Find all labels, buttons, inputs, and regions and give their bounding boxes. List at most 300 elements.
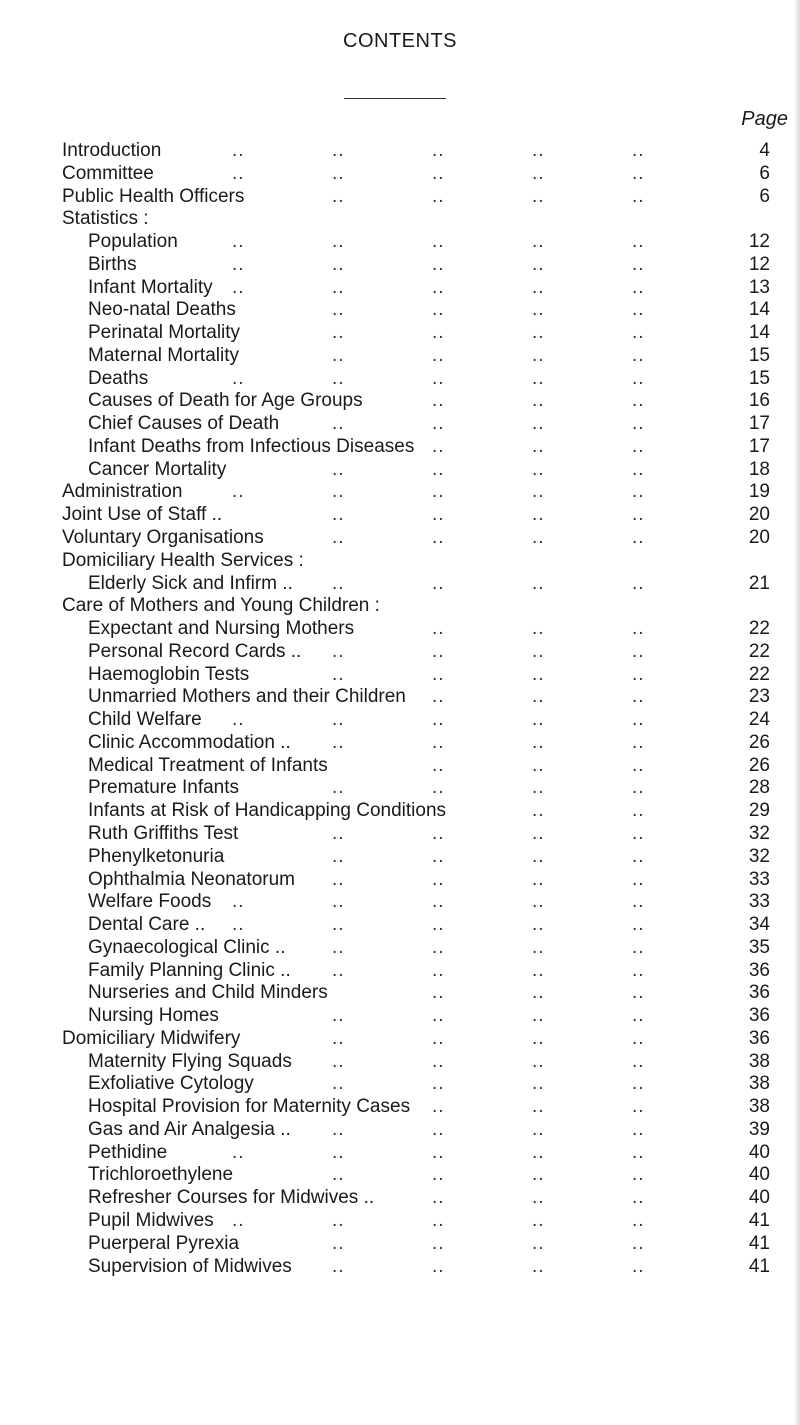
contents-list bbox=[0, 140, 800, 1278]
dot-leader: .. bbox=[432, 618, 445, 640]
toc-entry bbox=[0, 390, 800, 413]
dot-leader: .. bbox=[432, 914, 445, 936]
dot-leader: .. bbox=[432, 344, 445, 366]
toc-entry bbox=[0, 686, 800, 709]
dot-leader: .. bbox=[632, 936, 645, 958]
dot-leader: .. bbox=[432, 777, 445, 799]
toc-entry-label: Ruth Griffiths Test bbox=[88, 822, 239, 844]
toc-entry-label: Clinic Accommodation .. bbox=[88, 731, 291, 753]
toc-entry bbox=[0, 504, 800, 527]
dot-leader: .. bbox=[332, 959, 345, 981]
dot-leader: .. bbox=[632, 253, 645, 275]
dot-leader: .. bbox=[532, 435, 545, 457]
toc-entry-page: 22 bbox=[748, 663, 770, 685]
dot-leader: .. bbox=[532, 936, 545, 958]
toc-entry bbox=[0, 299, 800, 322]
toc-entry bbox=[0, 1142, 800, 1165]
toc-entry-label: Cancer Mortality bbox=[88, 458, 227, 480]
toc-entry-page: 20 bbox=[748, 504, 770, 526]
toc-entry-label: Refresher Courses for Midwives .. bbox=[88, 1187, 375, 1209]
dot-leader: .. bbox=[332, 1073, 345, 1095]
dot-leader: .. bbox=[632, 572, 645, 594]
toc-entry bbox=[0, 709, 800, 732]
dot-leader: .. bbox=[532, 1027, 545, 1049]
dot-leader: .. bbox=[332, 140, 345, 161]
toc-entry-page: 6 bbox=[759, 162, 770, 184]
toc-entry-page: 12 bbox=[748, 253, 770, 275]
dot-leader: .. bbox=[632, 1005, 645, 1027]
toc-entry-page: 15 bbox=[748, 367, 770, 389]
toc-entry-label: Supervision of Midwives bbox=[88, 1255, 292, 1277]
dot-leader: .. bbox=[232, 481, 245, 503]
dot-leader: .. bbox=[632, 344, 645, 366]
dot-leader: .. bbox=[632, 435, 645, 457]
dot-leader: .. bbox=[432, 1187, 445, 1209]
toc-entry-page: 32 bbox=[748, 845, 770, 867]
toc-entry bbox=[0, 595, 800, 618]
dot-leader: .. bbox=[532, 276, 545, 298]
toc-entry-page: 32 bbox=[748, 822, 770, 844]
dot-leader: .. bbox=[532, 458, 545, 480]
toc-entry bbox=[0, 664, 800, 687]
toc-entry-page: 36 bbox=[748, 959, 770, 981]
toc-entry-label: Puerperal Pyrexia bbox=[88, 1232, 240, 1254]
dot-leader: .. bbox=[432, 754, 445, 776]
dot-leader: .. bbox=[432, 959, 445, 981]
toc-entry-label: Family Planning Clinic .. bbox=[88, 959, 291, 981]
dot-leader: .. bbox=[432, 822, 445, 844]
dot-leader: .. bbox=[632, 1050, 645, 1072]
dot-leader: .. bbox=[632, 185, 645, 207]
dot-leader: .. bbox=[632, 777, 645, 799]
dot-leader: .. bbox=[532, 344, 545, 366]
dot-leader: .. bbox=[432, 140, 445, 161]
dot-leader: .. bbox=[432, 322, 445, 344]
toc-entry-page: 20 bbox=[748, 527, 770, 549]
toc-entry bbox=[0, 846, 800, 869]
toc-entry bbox=[0, 1233, 800, 1256]
toc-entry-label: Nurseries and Child Minders bbox=[88, 982, 328, 1004]
toc-entry-page: 36 bbox=[748, 982, 770, 1004]
toc-entry-page: 35 bbox=[748, 936, 770, 958]
toc-entry-page: 33 bbox=[748, 868, 770, 890]
dot-leader: .. bbox=[632, 663, 645, 685]
page-column-heading: Page bbox=[741, 108, 788, 130]
dot-leader: .. bbox=[632, 1096, 645, 1118]
toc-entry bbox=[0, 755, 800, 778]
dot-leader: .. bbox=[332, 276, 345, 298]
toc-entry-label: Committee bbox=[62, 162, 154, 184]
toc-entry-label: Statistics : bbox=[62, 208, 149, 230]
toc-entry-label: Voluntary Organisations bbox=[62, 527, 264, 549]
toc-entry-label: Neo-natal Deaths bbox=[88, 299, 236, 321]
toc-entry-label: Perinatal Mortality bbox=[88, 322, 241, 344]
toc-entry bbox=[0, 413, 800, 436]
dot-leader: .. bbox=[332, 663, 345, 685]
dot-leader: .. bbox=[332, 504, 345, 526]
toc-entry bbox=[0, 527, 800, 550]
dot-leader: .. bbox=[332, 1255, 345, 1277]
toc-entry-page: 6 bbox=[759, 185, 770, 207]
toc-entry-page: 40 bbox=[748, 1164, 770, 1186]
toc-entry bbox=[0, 254, 800, 277]
dot-leader: .. bbox=[332, 822, 345, 844]
toc-entry-page: 18 bbox=[748, 458, 770, 480]
dot-leader: .. bbox=[532, 504, 545, 526]
dot-leader: .. bbox=[332, 1209, 345, 1231]
dot-leader: .. bbox=[532, 686, 545, 708]
dot-leader: .. bbox=[632, 1187, 645, 1209]
toc-entry-label: Child Welfare bbox=[88, 709, 202, 731]
page-edge-shadow bbox=[794, 0, 800, 1425]
dot-leader: .. bbox=[432, 936, 445, 958]
toc-entry-page: 17 bbox=[748, 413, 770, 435]
toc-entry-page: 21 bbox=[748, 572, 770, 594]
dot-leader: .. bbox=[632, 1073, 645, 1095]
dot-leader: .. bbox=[432, 1027, 445, 1049]
dot-leader: .. bbox=[532, 140, 545, 161]
toc-entry-label: Welfare Foods bbox=[88, 891, 212, 913]
dot-leader: .. bbox=[332, 162, 345, 184]
toc-entry-label: Infants at Risk of Handicapping Conditions bbox=[88, 800, 447, 822]
dot-leader: .. bbox=[432, 868, 445, 890]
dot-leader: .. bbox=[532, 1096, 545, 1118]
toc-entry-label: Infant Mortality bbox=[88, 276, 213, 298]
dot-leader: .. bbox=[432, 253, 445, 275]
toc-entry bbox=[0, 322, 800, 345]
page-title: CONTENTS bbox=[343, 30, 457, 52]
toc-entry bbox=[0, 914, 800, 937]
dot-leader: .. bbox=[632, 891, 645, 913]
toc-entry-page: 33 bbox=[748, 891, 770, 913]
dot-leader: .. bbox=[532, 822, 545, 844]
dot-leader: .. bbox=[632, 800, 645, 822]
toc-entry-page: 28 bbox=[748, 777, 770, 799]
dot-leader: .. bbox=[632, 845, 645, 867]
toc-entry-page: 14 bbox=[748, 299, 770, 321]
dot-leader: .. bbox=[432, 435, 445, 457]
toc-entry bbox=[0, 800, 800, 823]
toc-entry bbox=[0, 1051, 800, 1074]
dot-leader: .. bbox=[332, 572, 345, 594]
dot-leader: .. bbox=[432, 276, 445, 298]
dot-leader: .. bbox=[332, 1050, 345, 1072]
dot-leader: .. bbox=[432, 1209, 445, 1231]
title-divider bbox=[344, 98, 446, 99]
toc-entry-page: 12 bbox=[748, 231, 770, 253]
dot-leader: .. bbox=[332, 231, 345, 253]
dot-leader: .. bbox=[432, 481, 445, 503]
toc-entry-page: 41 bbox=[748, 1255, 770, 1277]
toc-entry-page: 22 bbox=[748, 640, 770, 662]
toc-entry-page: 17 bbox=[748, 435, 770, 457]
dot-leader: .. bbox=[632, 322, 645, 344]
toc-entry bbox=[0, 1210, 800, 1233]
dot-leader: .. bbox=[632, 686, 645, 708]
toc-entry bbox=[0, 368, 800, 391]
dot-leader: .. bbox=[232, 253, 245, 275]
toc-entry-page: 36 bbox=[748, 1027, 770, 1049]
toc-entry-label: Administration bbox=[62, 481, 183, 503]
dot-leader: .. bbox=[632, 731, 645, 753]
dot-leader: .. bbox=[632, 162, 645, 184]
dot-leader: .. bbox=[532, 1073, 545, 1095]
dot-leader: .. bbox=[332, 731, 345, 753]
toc-entry-page: 16 bbox=[748, 390, 770, 412]
dot-leader: .. bbox=[532, 572, 545, 594]
dot-leader: .. bbox=[432, 572, 445, 594]
toc-entry-label: Chief Causes of Death bbox=[88, 413, 280, 435]
toc-entry-page: 41 bbox=[748, 1209, 770, 1231]
dot-leader: .. bbox=[432, 1232, 445, 1254]
dot-leader: .. bbox=[432, 527, 445, 549]
dot-leader: .. bbox=[332, 527, 345, 549]
dot-leader: .. bbox=[532, 959, 545, 981]
dot-leader: .. bbox=[432, 1141, 445, 1163]
dot-leader: .. bbox=[332, 709, 345, 731]
dot-leader: .. bbox=[232, 231, 245, 253]
dot-leader: .. bbox=[632, 1209, 645, 1231]
dot-leader: .. bbox=[432, 185, 445, 207]
toc-entry-label: Expectant and Nursing Mothers bbox=[88, 618, 355, 640]
dot-leader: .. bbox=[532, 481, 545, 503]
dot-leader: .. bbox=[432, 299, 445, 321]
toc-entry bbox=[0, 140, 800, 163]
toc-entry-label: Maternity Flying Squads bbox=[88, 1050, 292, 1072]
dot-leader: .. bbox=[432, 1164, 445, 1186]
toc-entry-label: Gas and Air Analgesia .. bbox=[88, 1118, 291, 1140]
dot-leader: .. bbox=[332, 868, 345, 890]
toc-entry bbox=[0, 1119, 800, 1142]
dot-leader: .. bbox=[632, 914, 645, 936]
dot-leader: .. bbox=[332, 322, 345, 344]
dot-leader: .. bbox=[432, 891, 445, 913]
dot-leader: .. bbox=[332, 344, 345, 366]
toc-entry-label: Ophthalmia Neonatorum bbox=[88, 868, 295, 890]
toc-entry bbox=[0, 1096, 800, 1119]
dot-leader: .. bbox=[532, 982, 545, 1004]
toc-entry-page: 26 bbox=[748, 731, 770, 753]
toc-entry-page: 22 bbox=[748, 618, 770, 640]
dot-leader: .. bbox=[432, 162, 445, 184]
dot-leader: .. bbox=[332, 640, 345, 662]
dot-leader: .. bbox=[232, 140, 245, 161]
toc-entry bbox=[0, 960, 800, 983]
dot-leader: .. bbox=[332, 458, 345, 480]
dot-leader: .. bbox=[332, 185, 345, 207]
dot-leader: .. bbox=[232, 162, 245, 184]
dot-leader: .. bbox=[632, 527, 645, 549]
toc-entry bbox=[0, 732, 800, 755]
toc-entry bbox=[0, 163, 800, 186]
toc-entry bbox=[0, 869, 800, 892]
toc-entry-page: 15 bbox=[748, 344, 770, 366]
dot-leader: .. bbox=[532, 322, 545, 344]
toc-entry-label: Causes of Death for Age Groups bbox=[88, 390, 363, 412]
toc-entry-label: Public Health Officers bbox=[62, 185, 245, 207]
dot-leader: .. bbox=[232, 1209, 245, 1231]
dot-leader: .. bbox=[332, 845, 345, 867]
dot-leader: .. bbox=[432, 413, 445, 435]
dot-leader: .. bbox=[332, 1027, 345, 1049]
toc-entry-page: 38 bbox=[748, 1096, 770, 1118]
toc-entry-page: 23 bbox=[748, 686, 770, 708]
dot-leader: .. bbox=[632, 709, 645, 731]
toc-entry-label: Domiciliary Midwifery bbox=[62, 1027, 241, 1049]
dot-leader: .. bbox=[632, 276, 645, 298]
dot-leader: .. bbox=[532, 1141, 545, 1163]
toc-entry-page: 24 bbox=[748, 709, 770, 731]
dot-leader: .. bbox=[632, 640, 645, 662]
toc-entry bbox=[0, 345, 800, 368]
dot-leader: .. bbox=[332, 914, 345, 936]
dot-leader: .. bbox=[632, 140, 645, 161]
toc-entry bbox=[0, 618, 800, 641]
toc-entry-page: 14 bbox=[748, 322, 770, 344]
dot-leader: .. bbox=[332, 413, 345, 435]
toc-entry-page: 34 bbox=[748, 914, 770, 936]
dot-leader: .. bbox=[632, 754, 645, 776]
toc-entry bbox=[0, 459, 800, 482]
dot-leader: .. bbox=[632, 868, 645, 890]
toc-entry-label: Introduction bbox=[62, 140, 162, 161]
dot-leader: .. bbox=[532, 1164, 545, 1186]
dot-leader: .. bbox=[532, 1255, 545, 1277]
dot-leader: .. bbox=[232, 1141, 245, 1163]
toc-entry-label: Maternal Mortality bbox=[88, 344, 239, 366]
dot-leader: .. bbox=[332, 1164, 345, 1186]
dot-leader: .. bbox=[532, 709, 545, 731]
toc-entry-page: 40 bbox=[748, 1187, 770, 1209]
toc-entry bbox=[0, 823, 800, 846]
dot-leader: .. bbox=[432, 731, 445, 753]
toc-entry bbox=[0, 231, 800, 254]
toc-entry-page: 40 bbox=[748, 1141, 770, 1163]
dot-leader: .. bbox=[532, 1209, 545, 1231]
toc-entry-label: Hospital Provision for Maternity Cases bbox=[88, 1096, 411, 1118]
dot-leader: .. bbox=[532, 754, 545, 776]
dot-leader: .. bbox=[532, 663, 545, 685]
dot-leader: .. bbox=[432, 1005, 445, 1027]
toc-entry-page: 38 bbox=[748, 1050, 770, 1072]
dot-leader: .. bbox=[632, 1164, 645, 1186]
toc-entry-label: Premature Infants bbox=[88, 777, 240, 799]
dot-leader: .. bbox=[432, 458, 445, 480]
toc-entry-label: Nursing Homes bbox=[88, 1005, 219, 1027]
dot-leader: .. bbox=[432, 1073, 445, 1095]
dot-leader: .. bbox=[532, 845, 545, 867]
dot-leader: .. bbox=[332, 367, 345, 389]
dot-leader: .. bbox=[332, 481, 345, 503]
dot-leader: .. bbox=[632, 367, 645, 389]
dot-leader: .. bbox=[532, 914, 545, 936]
dot-leader: .. bbox=[632, 481, 645, 503]
toc-entry-page: 39 bbox=[748, 1118, 770, 1140]
toc-entry-page: 41 bbox=[748, 1232, 770, 1254]
dot-leader: .. bbox=[632, 1141, 645, 1163]
toc-entry-page: 29 bbox=[748, 800, 770, 822]
toc-entry bbox=[0, 550, 800, 573]
dot-leader: .. bbox=[532, 413, 545, 435]
toc-entry-label: Pethidine bbox=[88, 1141, 168, 1163]
toc-entry bbox=[0, 186, 800, 209]
toc-entry bbox=[0, 891, 800, 914]
dot-leader: .. bbox=[432, 982, 445, 1004]
dot-leader: .. bbox=[232, 276, 245, 298]
dot-leader: .. bbox=[532, 618, 545, 640]
dot-leader: .. bbox=[632, 1118, 645, 1140]
toc-entry-label: Care of Mothers and Young Children : bbox=[62, 595, 380, 617]
dot-leader: .. bbox=[632, 390, 645, 412]
dot-leader: .. bbox=[332, 253, 345, 275]
toc-entry-label: Infant Deaths from Infectious Diseases bbox=[88, 435, 415, 457]
dot-leader: .. bbox=[532, 299, 545, 321]
dot-leader: .. bbox=[432, 1255, 445, 1277]
dot-leader: .. bbox=[332, 299, 345, 321]
dot-leader: .. bbox=[332, 1232, 345, 1254]
dot-leader: .. bbox=[432, 231, 445, 253]
toc-entry-label: Exfoliative Cytology bbox=[88, 1073, 254, 1095]
dot-leader: .. bbox=[232, 709, 245, 731]
toc-entry-label: Personal Record Cards .. bbox=[88, 640, 302, 662]
dot-leader: .. bbox=[332, 1005, 345, 1027]
dot-leader: .. bbox=[632, 1255, 645, 1277]
toc-entry bbox=[0, 641, 800, 664]
dot-leader: .. bbox=[632, 1027, 645, 1049]
dot-leader: .. bbox=[532, 1118, 545, 1140]
toc-entry bbox=[0, 1187, 800, 1210]
dot-leader: .. bbox=[532, 800, 545, 822]
toc-entry bbox=[0, 1073, 800, 1096]
dot-leader: .. bbox=[532, 253, 545, 275]
toc-entry bbox=[0, 937, 800, 960]
dot-leader: .. bbox=[532, 640, 545, 662]
toc-entry bbox=[0, 1164, 800, 1187]
toc-entry-page: 4 bbox=[759, 140, 770, 161]
dot-leader: .. bbox=[432, 367, 445, 389]
toc-entry bbox=[0, 1028, 800, 1051]
dot-leader: .. bbox=[532, 1005, 545, 1027]
toc-entry-page: 13 bbox=[748, 276, 770, 298]
toc-entry-label: Unmarried Mothers and their Children bbox=[88, 686, 406, 708]
dot-leader: .. bbox=[632, 504, 645, 526]
toc-entry-label: Elderly Sick and Infirm .. bbox=[88, 572, 293, 594]
dot-leader: .. bbox=[632, 959, 645, 981]
dot-leader: .. bbox=[632, 458, 645, 480]
toc-entry-page: 26 bbox=[748, 754, 770, 776]
toc-entry-label: Deaths bbox=[88, 367, 149, 389]
dot-leader: .. bbox=[332, 777, 345, 799]
dot-leader: .. bbox=[332, 1141, 345, 1163]
dot-leader: .. bbox=[532, 185, 545, 207]
dot-leader: .. bbox=[432, 709, 445, 731]
dot-leader: .. bbox=[632, 982, 645, 1004]
toc-entry-label: Domiciliary Health Services : bbox=[62, 549, 304, 571]
dot-leader: .. bbox=[332, 891, 345, 913]
dot-leader: .. bbox=[432, 845, 445, 867]
dot-leader: .. bbox=[632, 231, 645, 253]
toc-entry-page: 38 bbox=[748, 1073, 770, 1095]
toc-entry-label: Dental Care .. bbox=[88, 914, 206, 936]
toc-entry bbox=[0, 1256, 800, 1279]
dot-leader: .. bbox=[532, 868, 545, 890]
dot-leader: .. bbox=[432, 1050, 445, 1072]
dot-leader: .. bbox=[532, 1187, 545, 1209]
dot-leader: .. bbox=[532, 1232, 545, 1254]
dot-leader: .. bbox=[332, 936, 345, 958]
toc-entry bbox=[0, 777, 800, 800]
dot-leader: .. bbox=[432, 1118, 445, 1140]
